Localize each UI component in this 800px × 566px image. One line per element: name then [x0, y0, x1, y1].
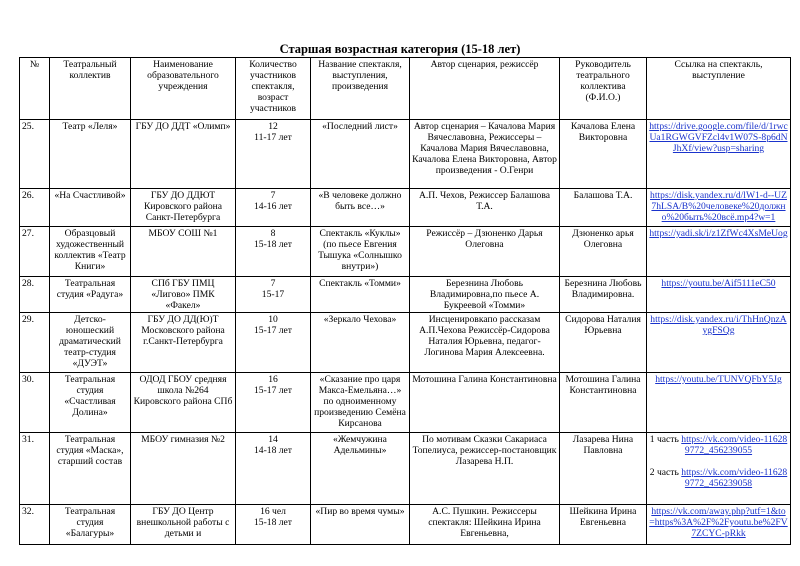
header-number: № — [20, 58, 50, 120]
row-institution: ГБУ ДО ДДТ «Олимп» — [131, 120, 236, 189]
row-collective: Театральная студия «Радуга» — [50, 277, 131, 313]
show-link[interactable]: https://disk.yandex.ru/d/lW1-d--UZ7hLSA/В%20человеке%20должно%20быть%20всё.mp4?w=1 — [650, 190, 787, 223]
row-count — [236, 277, 311, 313]
row-author: По мотивам Сказки Сакариаса Топелиуса, режиссер-постановщик Лазарева Н.П. — [410, 433, 560, 505]
show-link[interactable]: https://youtu.be/TUNVQFbY5Jg — [655, 374, 782, 385]
row-link-cell — [647, 313, 791, 373]
row-count — [236, 313, 311, 373]
row-number: 26. — [20, 189, 50, 227]
table-row — [20, 505, 791, 545]
row-link-cell — [647, 433, 791, 505]
show-link[interactable]: https://disk.yandex.ru/i/ThHnQnzAygFSQg — [650, 314, 787, 336]
row-show: Спектакль «Куклы» (по пьесе Евгения Тышука «Солнышко внутри») — [311, 227, 410, 277]
row-count — [236, 227, 311, 277]
row-leader: Сидорова Наталия Юрьевна — [560, 313, 647, 373]
participant-age: 15-18 лет — [253, 517, 293, 528]
row-institution: МБОУ гимназия №2 — [131, 433, 236, 505]
table-row — [20, 277, 791, 313]
row-link-cell — [647, 277, 791, 313]
row-author: Режиссёр – Дзюненко Дарья Олеговна — [410, 227, 560, 277]
show-link[interactable]: https://youtu.be/Aif5111eC50 — [661, 278, 776, 289]
row-show: «Последний лист» — [311, 120, 410, 189]
table-row — [20, 313, 791, 373]
participant-age: 15-17 — [261, 289, 285, 300]
participant-age: 11-17 лет — [254, 132, 292, 143]
row-number: 29. — [20, 313, 50, 373]
show-link[interactable]: https://drive.google.com/file/d/1rwcUa1RGWGVFZcl4v1W07S-8p6dNJhXf/view?usp=sharing — [649, 121, 788, 154]
row-leader: Березнина Любовь Владимировна. — [560, 277, 647, 313]
row-collective: Театральная студия «Счастливая Долина» — [50, 373, 131, 433]
row-leader: Шейкина Ирина Евгеньевна — [560, 505, 647, 545]
row-number: 25. — [20, 120, 50, 189]
row-count — [236, 120, 311, 189]
row-leader: Мотошина Галина Константиновна — [560, 373, 647, 433]
participant-count: 14 — [268, 434, 278, 445]
row-count — [236, 505, 311, 545]
row-link-cell — [647, 373, 791, 433]
show-link-part-1[interactable]: https://vk.com/video-116289772_456239055 — [681, 434, 788, 456]
table-header-row — [20, 58, 791, 120]
participant-age: 14-16 лет — [253, 201, 293, 212]
row-collective: «На Счастливой» — [50, 189, 131, 227]
participant-count: 8 — [270, 228, 276, 239]
row-link-cell — [647, 227, 791, 277]
row-count — [236, 373, 311, 433]
header-author: Автор сценария, режиссёр — [410, 58, 560, 120]
header-leader: Руководитель театрального коллектива (Ф.И.О.) — [560, 58, 647, 120]
table-row — [20, 120, 791, 189]
row-author: Автор сценария – Качалова Мария Вячеславовна, Режиссеры – Качалова Мария Вячеславовна, Качалова Елена Викторовна, Автор произведения - О.Генри — [410, 120, 560, 189]
header-collective: Театральный коллектив — [50, 58, 131, 120]
row-institution: ГБУ ДО Центр внешкольной работы с детьми и — [131, 505, 236, 545]
row-leader: Балашова Т.А. — [560, 189, 647, 227]
row-collective: Детско-юношеский драматический театр-студия «ДУЭТ» — [50, 313, 131, 373]
show-link[interactable]: https://vk.com/away.php?utf=1&to=https%3A%2F%2Fyoutu.be%2FV7ZCYC-pRkk — [649, 506, 788, 539]
header-show: Название спектакля, выступления, произведения — [311, 58, 410, 120]
header-link: Ссылка на спектакль, выступление — [647, 58, 791, 120]
participant-count: 7 — [270, 190, 276, 201]
row-collective: Театральная студия «Балагуры» — [50, 505, 131, 545]
row-number: 27. — [20, 227, 50, 277]
row-collective: Образцовый художественный коллектив «Театр Книги» — [50, 227, 131, 277]
row-link-cell — [647, 120, 791, 189]
row-link-cell — [647, 189, 791, 227]
row-author: А.П. Чехов, Режиссер Балашова Т.А. — [410, 189, 560, 227]
table-row — [20, 189, 791, 227]
table-row — [20, 373, 791, 433]
participant-count: 10 — [268, 314, 278, 325]
participant-age: 15-18 лет — [253, 239, 293, 250]
participants-table — [19, 57, 791, 545]
link-part-1-label: 1 часть — [649, 434, 679, 445]
row-count — [236, 189, 311, 227]
row-author: А.С. Пушкин. Режиссеры спектакля: Шейкина Ирина Евгеньевна, — [410, 505, 560, 545]
participant-count: 16 — [268, 374, 278, 385]
header-institution: Наименование образовательного учреждения — [131, 58, 236, 120]
participant-count: 12 — [268, 121, 278, 132]
row-author: Мотошина Галина Константиновна — [410, 373, 560, 433]
table-row — [20, 433, 791, 505]
row-show: Спектакль «Томми» — [311, 277, 410, 313]
row-leader: Лазарева Нина Павловна — [560, 433, 647, 505]
show-link[interactable]: https://yadi.sk/i/z1ZfWc4XsMeUog — [649, 228, 788, 239]
participant-count: 16 чел — [260, 506, 286, 517]
row-institution: ГБУ ДО ДДЮТ Кировского района Санкт-Петербурга — [131, 189, 236, 227]
row-institution: ГБУ ДО ДД(Ю)Т Московского района г.Санкт-Петербурга — [131, 313, 236, 373]
participant-age: 15-17 лет — [253, 385, 293, 396]
row-author: Березнина Любовь Владимировна,по пьесе А. Букреевой «Томми» — [410, 277, 560, 313]
row-show: «Сказание про царя Макса-Емельяна…» по одноименному произведению Семёна Кирсанова — [311, 373, 410, 433]
row-show: «Жемчужина Адельмины» — [311, 433, 410, 505]
row-institution: ОДОД ГБОУ средняя школа №264 Кировского района СПб — [131, 373, 236, 433]
spacer — [649, 456, 788, 467]
row-institution: СПб ГБУ ПМЦ «Лиговo» ПМК «Факел» — [131, 277, 236, 313]
participant-age: 15-17 лет — [253, 325, 293, 336]
row-number: 32. — [20, 505, 50, 545]
row-collective: Театральная студия «Маска», старший состав — [50, 433, 131, 505]
link-part-2-label: 2 часть — [649, 467, 679, 478]
row-author: Инсценировкапо рассказам А.П.Чехова Режиссёр-Сидорова Наталия Юрьевна, педагог- Логинова Мария Алексеевна. — [410, 313, 560, 373]
row-show: «В человеке должно быть все…» — [311, 189, 410, 227]
row-institution: МБОУ СОШ №1 — [131, 227, 236, 277]
row-leader: Дзюненко арья Олеговна — [560, 227, 647, 277]
row-number: 30. — [20, 373, 50, 433]
row-count — [236, 433, 311, 505]
row-link-cell — [647, 505, 791, 545]
row-number: 28. — [20, 277, 50, 313]
table-row — [20, 227, 791, 277]
row-show: «Зеркало Чехова» — [311, 313, 410, 373]
participant-count: 7 — [270, 278, 276, 289]
show-link-part-2[interactable]: https://vk.com/video-116289772_456239058 — [681, 467, 788, 489]
row-show: «Пир во время чумы» — [311, 505, 410, 545]
row-number: 31. — [20, 433, 50, 505]
header-count: Количество участников спектакля, возраст участников — [236, 58, 311, 120]
page-title: Старшая возрастная категория (15-18 лет) — [279, 42, 521, 56]
participant-age: 14-18 лет — [253, 445, 293, 456]
row-leader: Качалова Елена Викторовна — [560, 120, 647, 189]
row-collective: Театр «Леля» — [50, 120, 131, 189]
